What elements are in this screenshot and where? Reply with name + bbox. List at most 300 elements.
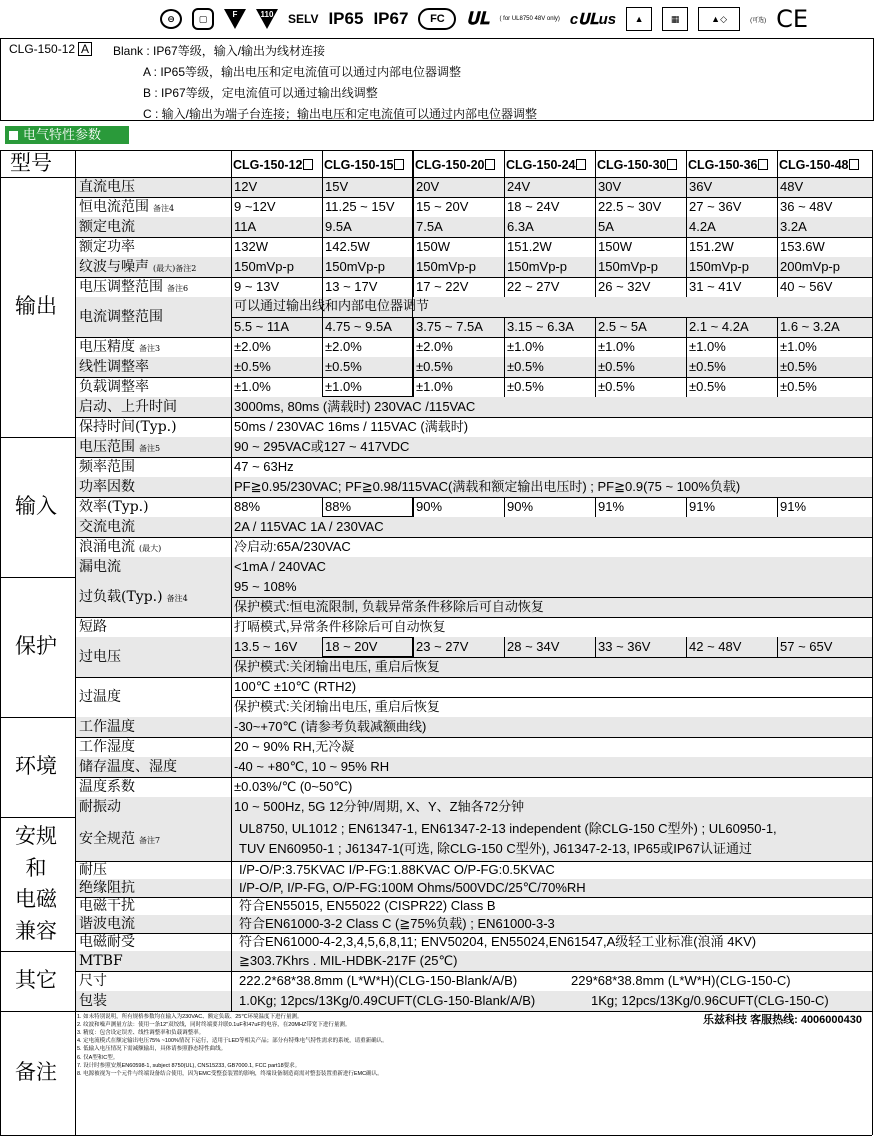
cc-range-row-label xyxy=(76,197,230,217)
line-reg-row-value: ±0.5% xyxy=(507,359,544,374)
dc-voltage-row-value: 15V xyxy=(325,179,349,194)
column-divider xyxy=(595,637,596,657)
rated-current-row-value: 11A xyxy=(234,219,257,234)
input-voltage-value: 90 ~ 295VAC或127 ~ 417VDC xyxy=(234,439,410,454)
column-divider xyxy=(504,257,505,277)
spec-table xyxy=(0,150,874,1138)
packing-label xyxy=(76,991,230,1011)
row-label-text: 短路 xyxy=(79,619,107,635)
certification-bar xyxy=(160,4,808,34)
row-label-text: 工作湿度 xyxy=(79,739,135,755)
model-option-line: C : 输入/输出为端子台连接；输出电压和定电流值可以通过内部电位器调整 xyxy=(143,107,538,121)
column-divider xyxy=(686,637,687,657)
model-header-cell xyxy=(595,150,686,177)
column-divider xyxy=(413,497,414,517)
ripple-row-value: 200mVp-p xyxy=(780,259,840,274)
emc-immunity-value: 符合EN61000-4-2,3,4,5,6,8,11; ENV50204, EN55024,EN61547,A级轻工业标准(浪涌 4KV) xyxy=(239,934,757,949)
ripple-row-label xyxy=(76,257,230,277)
ripple-row-value: 150mVp-p xyxy=(507,259,567,274)
column-divider xyxy=(777,277,778,297)
dimension-value: 222.2*68*38.8mm (L*W*H)(CLG-150-Blank/A/B) xyxy=(239,973,518,988)
model-header-cell xyxy=(686,150,777,177)
column-divider xyxy=(777,197,778,217)
voltage-tol-row-value: ±2.0% xyxy=(325,339,362,354)
column-divider xyxy=(595,257,596,277)
standards-line: TUV EN60950-1 ; J61347-1(可选, 除CLG-150 C型外), J61347-2-13, IP65或IP67认证通过 xyxy=(239,841,752,856)
column-divider xyxy=(75,150,76,1135)
ripple-row-value: 150mVp-p xyxy=(416,259,476,274)
ov-value: 33 ~ 36V xyxy=(598,639,651,654)
column-divider xyxy=(595,277,596,297)
withstand-label xyxy=(76,861,230,879)
dc-voltage-row-value: 30V xyxy=(598,179,622,194)
work-temp-label xyxy=(76,717,230,737)
row-label-text: 电磁耐受 xyxy=(79,934,135,950)
input-voltage-label xyxy=(76,437,230,457)
current-adj-value: 5.5 ~ 11A xyxy=(234,319,290,334)
column-divider xyxy=(686,337,687,357)
row-label-text: 功率因数 xyxy=(79,479,135,495)
row-label-text: 负载调整率 xyxy=(79,379,149,395)
option-checkbox-icon xyxy=(667,159,677,170)
column-divider xyxy=(686,217,687,237)
ov-mode: 保护模式:关闭输出电压, 重启后恢复 xyxy=(234,659,440,674)
class2-icon: ⊖ xyxy=(160,9,182,29)
harmonic-label xyxy=(76,915,230,933)
rated-power-row-value: 142.5W xyxy=(325,239,370,254)
leakage-label xyxy=(76,557,230,577)
rated-power-row-value: 132W xyxy=(234,239,268,254)
column-divider xyxy=(413,177,414,197)
dc-voltage-row-label xyxy=(76,177,230,197)
line-reg-row-value: ±0.5% xyxy=(234,359,271,374)
load-reg-row-value: ±0.5% xyxy=(507,379,544,394)
model-option-line: B : IP67等级，定电流值可以通过输出线调整 xyxy=(143,86,378,100)
cc-range-row-value: 15 ~ 20V xyxy=(416,199,469,214)
fcc-icon: FC xyxy=(418,8,456,30)
ov-value: 18 ~ 20V xyxy=(325,639,378,654)
column-divider xyxy=(595,150,596,177)
note-line: 7. 设计时参照安规EN60598-1, subject 8750(UL), CNS15233, GB7000.1, FCC part18要求。 xyxy=(77,1062,301,1069)
row-divider xyxy=(0,150,872,151)
voltage-adj-row-value: 26 ~ 32V xyxy=(598,279,651,294)
current-adj-value: 3.75 ~ 7.5A xyxy=(416,319,483,334)
line-reg-row-value: ±0.5% xyxy=(689,359,726,374)
line-reg-row-label xyxy=(76,357,230,377)
temp-coef-value: ±0.03%/℃ (0~50℃) xyxy=(234,779,353,794)
line-reg-row-value: ±0.5% xyxy=(780,359,817,374)
column-divider xyxy=(0,150,1,1135)
rated-power-row-value: 150W xyxy=(598,239,632,254)
rated-power-row-value: 151.2W xyxy=(507,239,552,254)
isolation-value: I/P-O/P, I/P-FG, O/P-FG:100M Ohms/500VDC/25℃/70%RH xyxy=(239,880,586,895)
row-label-text: 电压调整范围 xyxy=(79,279,163,295)
work-hum-label xyxy=(76,737,230,757)
mtbf-value: ≧303.7Khrs . MIL-HDBK-217F (25℃) xyxy=(239,953,458,968)
rated-power-row-value: 151.2W xyxy=(689,239,734,254)
current-adj-row-label xyxy=(76,297,230,337)
ov-value: 42 ~ 48V xyxy=(689,639,742,654)
column-divider xyxy=(413,237,414,257)
row-label-text: 电压范围 xyxy=(79,439,135,455)
load-reg-row-value: ±0.5% xyxy=(689,379,726,394)
rated-power-row-value: 150W xyxy=(416,239,450,254)
column-divider xyxy=(413,257,414,277)
row-label-note: 备注4 xyxy=(166,594,188,603)
pf-label xyxy=(76,477,230,497)
row-label-text: 包装 xyxy=(79,993,107,1009)
row-label-text: 电压精度 xyxy=(79,339,135,355)
section-title: 电气特性参数 xyxy=(5,126,129,144)
model-name-text: CLG-150-24 xyxy=(506,158,576,172)
model-name-text: CLG-150-30 xyxy=(597,158,667,172)
column-divider xyxy=(595,357,596,377)
note-line: 1. 如未特别说明，所有规格参数均在输入为230VAC、额定负载、25℃环境温度下进行量测。 xyxy=(77,1014,303,1020)
load-reg-row-value: ±1.0% xyxy=(416,379,453,394)
option-checkbox-icon xyxy=(485,159,495,170)
column-divider xyxy=(777,237,778,257)
vibration-label xyxy=(76,797,230,817)
ripple-row-value: 150mVp-p xyxy=(598,259,658,274)
cc-range-row-value: 9 ~12V xyxy=(234,199,276,214)
row-label-text: 过温度 xyxy=(79,689,121,705)
column-divider xyxy=(504,497,505,517)
column-divider xyxy=(504,317,505,337)
model-name-text: CLG-150-48 xyxy=(779,158,849,172)
row-label-text: 效率(Typ.) xyxy=(79,499,149,515)
storage-value: -40 ~ +80℃, 10 ~ 95% RH xyxy=(234,759,390,774)
column-divider xyxy=(686,277,687,297)
temp-coef-label xyxy=(76,777,230,797)
rated-current-row-value: 4.2A xyxy=(689,219,716,234)
row-label-text: 绝缘阻抗 xyxy=(79,880,135,896)
efficiency-value: 90% xyxy=(416,499,443,514)
ip67-mark: IP67 xyxy=(373,9,409,28)
column-divider xyxy=(595,317,596,337)
column-divider xyxy=(777,637,778,657)
column-divider xyxy=(504,357,505,377)
column-divider xyxy=(595,217,596,237)
row-label-note: 备注3 xyxy=(139,344,161,353)
selected-model-highlight xyxy=(322,637,413,657)
column-divider xyxy=(504,237,505,257)
rated-current-row-value: 3.2A xyxy=(780,219,807,234)
isolation-label xyxy=(76,879,230,897)
dc-voltage-row-value: 12V xyxy=(234,179,258,194)
column-divider xyxy=(686,377,687,397)
row-label-text: 线性调整率 xyxy=(79,359,149,375)
ip65-mark: IP65 xyxy=(328,9,364,28)
column-divider xyxy=(777,177,778,197)
dc-voltage-row-value: 20V xyxy=(416,179,440,194)
selected-model-highlight xyxy=(322,497,413,517)
efficiency-value: 91% xyxy=(598,499,625,514)
voltage-tol-row-value: ±1.0% xyxy=(598,339,635,354)
column-divider xyxy=(777,150,778,177)
voltage-tol-row-value: ±1.0% xyxy=(780,339,817,354)
model-header-cell xyxy=(777,150,872,177)
note-line: 6. 仅A型和C型。 xyxy=(77,1054,119,1061)
selected-model-highlight xyxy=(322,150,413,397)
column-divider xyxy=(595,497,596,517)
rated-power-row-label xyxy=(76,237,230,257)
model-name-text: CLG-150-12 xyxy=(233,158,303,172)
current-adj-value: 2.5 ~ 5A xyxy=(598,319,647,334)
double-insulation-icon: ▢ xyxy=(192,8,214,30)
model-name-text: CLG-150-36 xyxy=(688,158,758,172)
row-label-text: 尺寸 xyxy=(79,973,107,989)
line-reg-row-value: ±0.5% xyxy=(598,359,635,374)
hold-time-value: 50ms / 230VAC 16ms / 115VAC (满载时) xyxy=(234,419,469,434)
column-divider xyxy=(686,177,687,197)
row-label-text: 谐波电流 xyxy=(79,916,135,932)
ot-label xyxy=(76,677,230,717)
note-line: 4. 定电流模式在额定输出电压75% ~100%情况下运行，适用于LED等相关产品；部分有特殊电气特性需求的系统，请重新确认。 xyxy=(77,1038,388,1045)
emc-emission-label xyxy=(76,897,230,915)
column-divider xyxy=(777,377,778,397)
ot-value: 100℃ ±10℃ (RTH2) xyxy=(234,679,357,694)
f-mark-icon: F xyxy=(224,9,246,29)
voltage-adj-row-value: 31 ~ 41V xyxy=(689,279,742,294)
row-label-text: 储存温度、湿度 xyxy=(79,759,177,775)
mtbf-label xyxy=(76,951,230,971)
ripple-row-value: 150mVp-p xyxy=(234,259,294,274)
column-divider xyxy=(504,197,505,217)
row-label-text: 额定功率 xyxy=(79,239,135,255)
ot-mode: 保护模式:关闭输出电压, 重启后恢复 xyxy=(234,699,440,714)
load-reg-row-label xyxy=(76,377,230,397)
row-label-note: (最大)备注2 xyxy=(153,264,197,273)
column-divider xyxy=(686,257,687,277)
leakage-value: <1mA / 240VAC xyxy=(234,559,326,574)
current-adj-value: 1.6 ~ 3.2A xyxy=(780,319,840,334)
column-divider xyxy=(686,150,687,177)
dimension-label xyxy=(76,971,230,991)
row-label-text: 电磁干扰 xyxy=(79,898,135,914)
column-divider xyxy=(504,177,505,197)
current-adj-value: 3.15 ~ 6.3A xyxy=(507,319,574,334)
row-label-text: 频率范围 xyxy=(79,459,135,475)
voltage-adj-row-value: 9 ~ 13V xyxy=(234,279,280,294)
voltage-adj-row-value: 13 ~ 17V xyxy=(325,279,378,294)
option-checkbox-icon xyxy=(576,159,586,170)
column-divider xyxy=(595,177,596,197)
ov-value: 13.5 ~ 16V xyxy=(234,639,298,654)
category-safety: 安规 和 电磁 兼容 xyxy=(15,824,57,943)
column-divider xyxy=(413,377,414,397)
model-name-text: CLG-150-20 xyxy=(415,158,485,172)
load-reg-row-value: ±0.5% xyxy=(598,379,635,394)
column-divider xyxy=(686,237,687,257)
row-label-text: 安全规范 xyxy=(79,831,135,847)
short-label xyxy=(76,617,230,637)
column-divider xyxy=(872,150,873,1135)
ripple-row-value: 150mVp-p xyxy=(325,259,385,274)
current-adj-text: 可以通过输出线和内部电位器调节 xyxy=(234,299,430,314)
column-divider xyxy=(504,377,505,397)
selv-mark: SELV xyxy=(288,12,319,26)
row-label-text: 直流电压 xyxy=(79,179,135,195)
inrush-value: 冷启动:65A/230VAC xyxy=(234,539,351,554)
hotline: 乐兹科技 客服热线: 4006000430 xyxy=(703,1014,862,1026)
voltage-adj-row-value: 22 ~ 27V xyxy=(507,279,560,294)
column-divider xyxy=(777,357,778,377)
load-reg-row-value: ±0.5% xyxy=(780,379,817,394)
voltage-tol-row-value: ±2.0% xyxy=(416,339,453,354)
row-label-text: 温度系数 xyxy=(79,779,135,795)
bauart-logo-icon: ▦ xyxy=(662,7,688,31)
thermal-mark-icon: 110 xyxy=(256,9,278,29)
row-label-text: MTBF xyxy=(79,953,123,969)
category-output: 输出 xyxy=(15,294,57,319)
rated-current-row-value: 7.5A xyxy=(416,219,443,234)
ov-value: 23 ~ 27V xyxy=(416,639,469,654)
packing-value-c: 1Kg; 12pcs/13Kg/0.96CUFT(CLG-150-C) xyxy=(591,993,829,1008)
column-divider xyxy=(413,317,414,337)
column-divider xyxy=(504,337,505,357)
rated-current-row-value: 6.3A xyxy=(507,219,534,234)
voltage-tol-row-value: ±2.0% xyxy=(234,339,271,354)
dc-voltage-row-value: 48V xyxy=(780,179,804,194)
model-option-line: A : IP65等级，输出电压和定电流值可以通过内部电位器调整 xyxy=(143,65,462,79)
load-reg-row-value: ±1.0% xyxy=(234,379,271,394)
withstand-value: I/P-O/P:3.75KVAC I/P-FG:1.88KVAC O/P-FG:0.5KVAC xyxy=(239,862,555,877)
work-temp-value: -30~+70℃ (请参考负载减额曲线) xyxy=(234,719,427,734)
row-divider xyxy=(0,1135,872,1136)
row-label-text: 保持时间(Typ.) xyxy=(79,419,177,435)
harmonic-value: 符合EN61000-3-2 Class C (≧75%负载) ; EN61000-3-3 xyxy=(239,916,555,931)
category-protection: 保护 xyxy=(15,634,57,659)
note-line: 8. 电源被视为一个元件与终端设备结合使用，因为EMC受整套装置的影响，终端设备制造商需对整套装置重新进行EMC确认。 xyxy=(77,1070,383,1077)
optional-note: (可选) xyxy=(750,17,767,24)
voltage-adj-row-value: 17 ~ 22V xyxy=(416,279,469,294)
setup-time-value: 3000ms, 80ms (满载时) 230VAC /115VAC xyxy=(234,399,476,414)
pf-value: PF≧0.95/230VAC; PF≧0.98/115VAC(满载和额定输出电压时) ; PF≧0.9(75 ~ 100%负载) xyxy=(234,479,741,494)
standards-line: UL8750, UL1012 ; EN61347-1, EN61347-2-13 independent (除CLG-150 C型外) ; UL60950-1, xyxy=(239,821,777,836)
row-label-text: 纹波与噪声 xyxy=(79,259,149,275)
overload-range: 95 ~ 108% xyxy=(234,579,297,594)
dc-voltage-row-value: 36V xyxy=(689,179,713,194)
column-divider xyxy=(777,497,778,517)
model-header-label: 型号 xyxy=(10,151,52,175)
column-divider xyxy=(686,497,687,517)
tuv-logo-icon: ▲ xyxy=(626,7,652,31)
column-divider xyxy=(322,150,323,177)
option-checkbox-icon xyxy=(849,159,859,170)
column-divider xyxy=(686,197,687,217)
model-header-cell xyxy=(231,150,322,177)
column-divider xyxy=(595,197,596,217)
efficiency-label xyxy=(76,497,230,517)
ripple-row-value: 150mVp-p xyxy=(689,259,749,274)
cc-range-row-value: 27 ~ 36V xyxy=(689,199,742,214)
column-divider xyxy=(413,150,414,177)
column-divider xyxy=(413,197,414,217)
cc-range-row-value: 22.5 ~ 30V xyxy=(598,199,662,214)
option-checkbox-icon xyxy=(303,159,313,170)
overload-mode: 保护模式:恒电流限制, 负载异常条件移除后可自动恢复 xyxy=(234,599,544,614)
note-line: 3. 精度：包含设定误差、线性调整率和负载调整率。 xyxy=(77,1030,205,1037)
column-divider xyxy=(504,150,505,177)
row-label-text: 耐振动 xyxy=(79,799,121,815)
ul-logo-icon: 𝐔𝐋 xyxy=(466,9,490,28)
voltage-adj-row-label xyxy=(76,277,230,297)
row-label-text: 恒电流范围 xyxy=(79,199,149,215)
packing-value: 1.0Kg; 12pcs/13Kg/0.49CUFT(CLG-150-Blank/A/B) xyxy=(239,993,536,1008)
emc-immunity-label xyxy=(76,933,230,951)
emc-emission-value: 符合EN55015, EN55022 (CISPR22) Class B xyxy=(239,898,496,913)
category-input: 输入 xyxy=(15,494,57,519)
row-label-note: 备注5 xyxy=(139,444,161,453)
model-header-cell xyxy=(504,150,595,177)
rated-power-row-value: 153.6W xyxy=(780,239,825,254)
model-name-text: CLG-150-15 xyxy=(324,158,394,172)
column-divider xyxy=(504,277,505,297)
ce-mark: CE xyxy=(776,5,808,33)
row-label-text: 额定电流 xyxy=(79,219,135,235)
column-divider xyxy=(231,150,232,1011)
category-environment: 环境 xyxy=(15,754,57,779)
model-name: CLG-150-12 A xyxy=(9,42,92,56)
column-divider xyxy=(777,217,778,237)
cul-logo-icon: c𝐔𝐋us xyxy=(569,10,617,28)
voltage-tol-row-value: ±1.0% xyxy=(689,339,726,354)
row-label-text: 耐压 xyxy=(79,862,107,878)
column-divider xyxy=(595,237,596,257)
voltage-tol-row-value: ±1.0% xyxy=(507,339,544,354)
column-divider xyxy=(777,317,778,337)
column-divider xyxy=(686,317,687,337)
setup-time-label xyxy=(76,397,230,417)
cc-range-row-value: 36 ~ 48V xyxy=(780,199,833,214)
option-checkbox-icon xyxy=(758,159,768,170)
model-description-box xyxy=(0,38,874,121)
rated-current-row-value: 9.5A xyxy=(325,219,352,234)
storage-label xyxy=(76,757,230,777)
vibration-value: 10 ~ 500Hz, 5G 12分钟/周期, X、Y、Z轴各72分钟 xyxy=(234,799,525,814)
column-divider xyxy=(413,357,414,377)
row-label-text: 工作温度 xyxy=(79,719,135,735)
row-divider xyxy=(0,1011,872,1012)
standards-label xyxy=(76,817,230,861)
row-label-text: 启动、上升时间 xyxy=(79,399,177,415)
line-reg-row-value: ±0.5% xyxy=(325,359,362,374)
row-label-text: 过电压 xyxy=(79,649,121,665)
ov-value: 28 ~ 34V xyxy=(507,639,560,654)
current-adj-value: 4.75 ~ 9.5A xyxy=(325,319,392,334)
efficiency-value: 90% xyxy=(507,499,534,514)
row-label-text: 漏电流 xyxy=(79,559,121,575)
load-reg-row-value: ±1.0% xyxy=(325,379,362,394)
column-divider xyxy=(504,217,505,237)
column-divider xyxy=(413,337,414,357)
voltage-tol-row-label xyxy=(76,337,230,357)
column-divider xyxy=(413,217,414,237)
model-option-line: Blank : IP67等级，输入/输出为线材连接 xyxy=(113,44,326,58)
row-label-text: 浪涌电流 xyxy=(79,539,135,555)
short-value: 打嗝模式,异常条件移除后可自动恢复 xyxy=(234,619,446,634)
row-label-text: 电流调整范围 xyxy=(79,309,163,325)
row-label-note: 备注7 xyxy=(139,836,161,845)
column-divider xyxy=(777,257,778,277)
work-hum-value: 20 ~ 90% RH,无冷凝 xyxy=(234,739,355,754)
column-divider xyxy=(777,337,778,357)
column-divider xyxy=(686,357,687,377)
cc-range-row-value: 11.25 ~ 15V xyxy=(325,199,395,214)
row-divider xyxy=(0,177,872,178)
category-others: 其它 xyxy=(15,968,57,993)
rated-current-row-value: 5A xyxy=(598,219,614,234)
